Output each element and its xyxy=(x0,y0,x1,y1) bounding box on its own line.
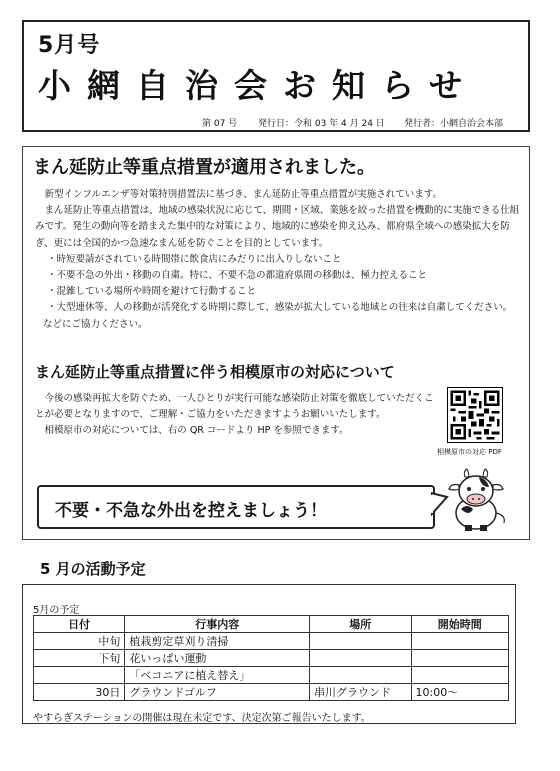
qr-code-icon[interactable] xyxy=(447,387,503,443)
speech-bubble xyxy=(37,485,435,529)
issue-date: 発行日：令和 03 年 4 月 24 日 xyxy=(258,119,385,129)
cell-date: 中旬 xyxy=(34,633,125,650)
sagami-body xyxy=(35,391,435,439)
notice-bullet-list xyxy=(47,252,521,317)
notice-paragraph: 新型インフルエンザ等対策特別措置法に基づき、まん延防止等重点措置が実施されています。 xyxy=(44,189,442,200)
cell-date xyxy=(34,667,125,684)
cell-time: 10:00～ xyxy=(411,684,508,701)
cell-time xyxy=(411,633,508,650)
schedule-box xyxy=(22,584,516,724)
schedule-footer-note: やすらぎステーションの開催は現在未定です、決定次第ご報告いたします。 xyxy=(33,713,371,724)
schedule-title: 5 月の活動予定 xyxy=(40,560,146,578)
cell-event: 植栽剪定草刈り清掃 xyxy=(125,633,310,650)
notice-bullet: ・時短要請がされている時間帯に飲食店にみだりに出入りしないこと xyxy=(47,253,342,265)
notice-bullet: ・不要不急の外出・移動の自粛。特に、不要不急の都道府県間の移動は、極力控えること xyxy=(47,270,428,282)
column-header-time: 開始時間 xyxy=(411,616,508,633)
column-header-event: 行事内容 xyxy=(125,616,310,633)
cell-time xyxy=(411,667,508,684)
sagami-paragraph: 相模原市の対応については、右の QR コードより HP を参照できます。 xyxy=(44,425,349,436)
cell-event: 「ベコニアに植え替え」 xyxy=(125,667,310,684)
column-header-date: 日付 xyxy=(34,616,125,633)
qr-caption: 相模原市の対応 PDF xyxy=(437,448,502,456)
schedule-table xyxy=(33,615,509,701)
notice-bullet: ・大型連休等、人の移動が活発化する時期に際して、感染が拡大している地域との往来は自粛してください。 xyxy=(47,302,513,314)
issue-month: 5月号 xyxy=(38,33,101,58)
cell-place xyxy=(310,633,411,650)
cell-event: 花いっぱい運動 xyxy=(125,650,310,667)
sagami-paragraph: 今後の感染再拡大を防ぐため、一人ひとりが実行可能な感染防止対策を徹底していただくことが必要となりますので、ご理解・ご協力をいただきますようお願いいたします。 xyxy=(35,393,434,420)
table-row xyxy=(34,650,509,667)
speech-bubble-text: 不要・不急な外出を控えましょう！ xyxy=(55,501,327,521)
newsletter-header xyxy=(22,20,530,132)
notice-bullet: ・混雑している場所や時間を避けて行動すること xyxy=(47,286,257,298)
notice-heading: まん延防止等重点措置が適用されました。 xyxy=(33,157,375,178)
notice-body xyxy=(35,187,521,333)
cow-mascot-icon xyxy=(441,467,511,533)
cell-place: 串川グラウンド xyxy=(310,684,411,701)
notice-paragraph: まん延防止等重点措置は、地域の感染状況に応じて、期間・区域、業態を絞った措置を機動的に実施できる仕組みです。発生の動向等を踏まえた集中的な対策により、地域的に感染を抑え込み、都府県全域への感染拡大を防ぎ、更には全国的かつ急速なまん延を防ぐことを目的としています。 xyxy=(35,205,520,249)
issue-meta xyxy=(24,116,528,130)
issue-publisher: 発行者：小網自治会本部 xyxy=(404,119,504,129)
cell-place xyxy=(310,667,411,684)
cell-place xyxy=(310,650,411,667)
table-row xyxy=(34,667,509,684)
column-header-place: 場所 xyxy=(310,616,411,633)
sagami-heading: まん延防止等重点措置に伴う相模原市の対応について xyxy=(35,363,395,381)
notice-closing: などにご協力ください。 xyxy=(43,318,148,330)
table-row xyxy=(34,684,509,701)
cell-date: 30日 xyxy=(34,684,125,701)
cell-time xyxy=(411,650,508,667)
notice-box xyxy=(22,146,530,540)
schedule-subtitle: 5月の予定 xyxy=(33,605,80,616)
cell-date: 下旬 xyxy=(34,650,125,667)
issue-number: 第 07 号 xyxy=(202,119,238,129)
newsletter-title: 小網自治会お知らせ xyxy=(38,66,479,105)
cell-event: グラウンドゴルフ xyxy=(125,684,310,701)
table-row xyxy=(34,633,509,650)
table-header-row xyxy=(34,616,509,633)
